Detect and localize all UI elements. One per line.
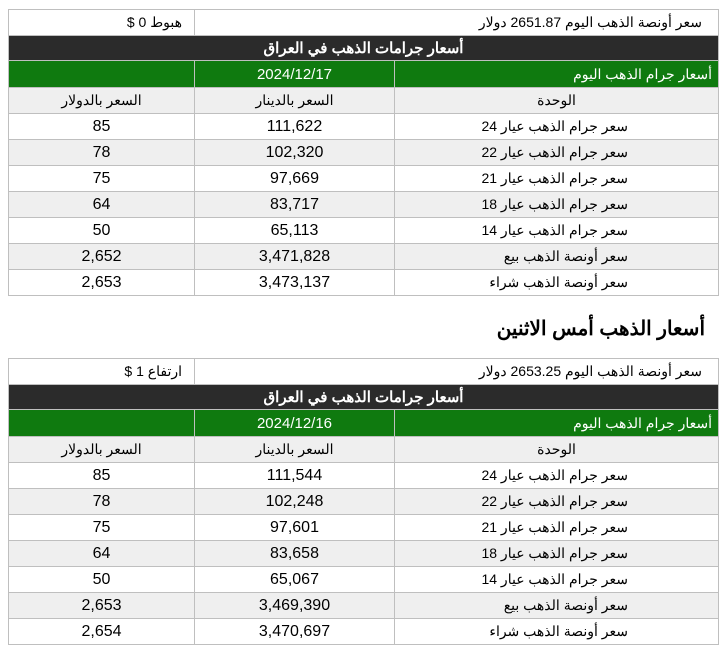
table-title: أسعار جرامات الذهب في العراق	[9, 385, 719, 410]
table-row	[9, 567, 719, 593]
unit-cell: سعر جرام الذهب عيار 21	[395, 515, 719, 541]
unit-cell: سعر أونصة الذهب شراء	[395, 619, 719, 645]
iqd-price-cell: 97,669	[195, 166, 395, 192]
unit-cell: سعر جرام الذهب عيار 14	[395, 218, 719, 244]
price-change: هبوط 0 $	[9, 10, 195, 36]
col-iqd-header: السعر بالدينار	[195, 88, 395, 114]
iqd-price-cell: 97,601	[195, 515, 395, 541]
unit-cell: سعر جرام الذهب عيار 18	[395, 541, 719, 567]
iqd-price-cell: 3,473,137	[195, 270, 395, 296]
iqd-price-cell: 111,544	[195, 463, 395, 489]
usd-price-cell: 85	[9, 463, 195, 489]
ounce-price: سعر أونصة الذهب اليوم 2651.87 دولار	[195, 10, 719, 36]
iqd-price-cell: 65,067	[195, 567, 395, 593]
table-row	[9, 140, 719, 166]
gold-prices-table-yesterday	[8, 358, 719, 645]
iqd-price-cell: 83,717	[195, 192, 395, 218]
col-unit-header: الوحدة	[395, 88, 719, 114]
table-row	[9, 593, 719, 619]
unit-cell: سعر جرام الذهب عيار 22	[395, 140, 719, 166]
table-row	[9, 114, 719, 140]
unit-cell: سعر أونصة الذهب بيع	[395, 593, 719, 619]
ounce-price: سعر أونصة الذهب اليوم 2653.25 دولار	[195, 359, 719, 385]
today-label: أسعار جرام الذهب اليوم	[395, 61, 719, 88]
usd-price-cell: 78	[9, 489, 195, 515]
today-label: أسعار جرام الذهب اليوم	[395, 410, 719, 437]
usd-price-cell: 85	[9, 114, 195, 140]
usd-price-cell: 64	[9, 192, 195, 218]
usd-price-cell: 64	[9, 541, 195, 567]
table-row	[9, 166, 719, 192]
unit-cell: سعر جرام الذهب عيار 24	[395, 463, 719, 489]
table-row	[9, 619, 719, 645]
usd-price-cell: 75	[9, 166, 195, 192]
iqd-price-cell: 102,248	[195, 489, 395, 515]
table-date: 2024/12/17	[195, 61, 395, 88]
iqd-price-cell: 102,320	[195, 140, 395, 166]
table-row	[9, 515, 719, 541]
usd-price-cell: 78	[9, 140, 195, 166]
unit-cell: سعر جرام الذهب عيار 21	[395, 166, 719, 192]
price-change: ارتفاع 1 $	[9, 359, 195, 385]
unit-cell: سعر أونصة الذهب شراء	[395, 270, 719, 296]
col-usd-header: السعر بالدولار	[9, 88, 195, 114]
table-row	[9, 489, 719, 515]
iqd-price-cell: 3,470,697	[195, 619, 395, 645]
unit-cell: سعر جرام الذهب عيار 22	[395, 489, 719, 515]
iqd-price-cell: 3,469,390	[195, 593, 395, 619]
unit-cell: سعر جرام الذهب عيار 18	[395, 192, 719, 218]
col-usd-header: السعر بالدولار	[9, 437, 195, 463]
usd-price-cell: 50	[9, 567, 195, 593]
gold-prices-table-today	[8, 9, 719, 296]
iqd-price-cell: 65,113	[195, 218, 395, 244]
col-iqd-header: السعر بالدينار	[195, 437, 395, 463]
yesterday-heading: أسعار الذهب أمس الاثنين	[496, 318, 705, 340]
unit-cell: سعر جرام الذهب عيار 14	[395, 567, 719, 593]
iqd-price-cell: 3,471,828	[195, 244, 395, 270]
unit-cell: سعر جرام الذهب عيار 24	[395, 114, 719, 140]
col-unit-header: الوحدة	[395, 437, 719, 463]
usd-price-cell: 2,654	[9, 619, 195, 645]
table-row	[9, 270, 719, 296]
table-row	[9, 463, 719, 489]
usd-price-cell: 2,652	[9, 244, 195, 270]
usd-price-cell: 2,653	[9, 593, 195, 619]
usd-price-cell: 50	[9, 218, 195, 244]
iqd-price-cell: 111,622	[195, 114, 395, 140]
table-row	[9, 192, 719, 218]
table-row	[9, 244, 719, 270]
table-row	[9, 541, 719, 567]
iqd-price-cell: 83,658	[195, 541, 395, 567]
table-date: 2024/12/16	[195, 410, 395, 437]
table-title: أسعار جرامات الذهب في العراق	[9, 36, 719, 61]
unit-cell: سعر أونصة الذهب بيع	[395, 244, 719, 270]
table-row	[9, 218, 719, 244]
usd-price-cell: 75	[9, 515, 195, 541]
usd-price-cell: 2,653	[9, 270, 195, 296]
